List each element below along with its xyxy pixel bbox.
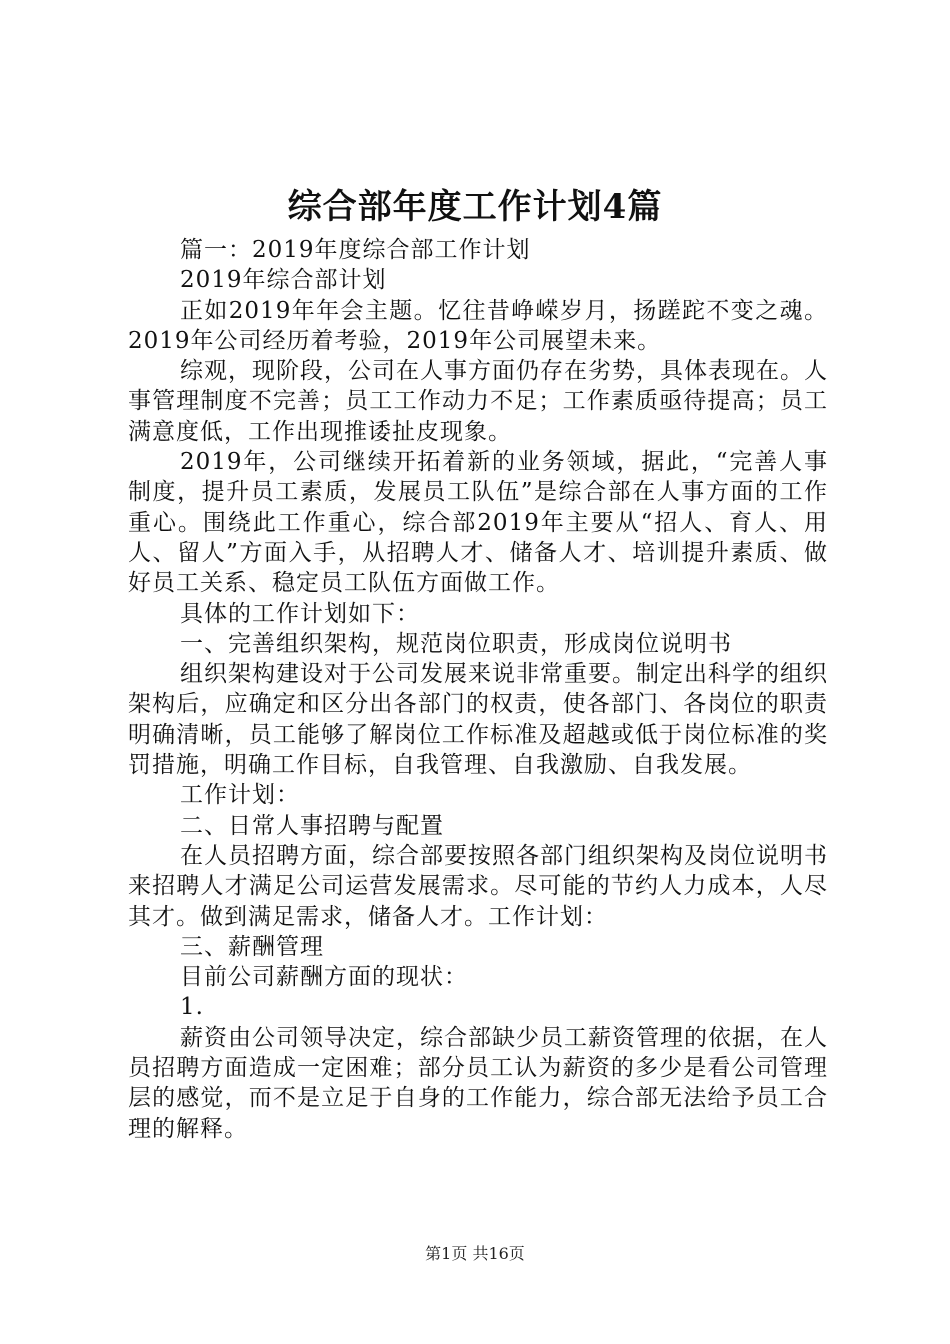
paragraph: 具体的工作计划如下： bbox=[180, 600, 420, 627]
document-title: 综合部年度工作计划4篇 bbox=[287, 187, 663, 227]
paragraph: 工作计划： bbox=[180, 782, 300, 809]
paragraph: 正如2019年年会主题。忆往昔峥嵘岁月，扬蹉跎不变之魂。2019年公司经历着考验，2019年公司展望未来。 bbox=[128, 297, 828, 354]
paragraph: 二、日常人事招聘与配置 bbox=[180, 812, 444, 839]
paragraph: 组织架构建设对于公司发展来说非常重要。制定出科学的组织架构后，应确定和区分出各部门的权责，使各部门、各岗位的职责明确清晰，员工能够了解岗位工作标准及超越或低于岗位标准的奖罚措施，明确工作目标，自我管理、自我激励、自我发展。 bbox=[128, 661, 828, 779]
paragraph: 1. bbox=[180, 994, 204, 1021]
paragraph: 综观，现阶段，公司在人事方面仍存在劣势，具体表现在。人事管理制度不完善；员工工作动力不足；工作素质亟待提高；员工满意度低，工作出现推诿扯皮现象。 bbox=[128, 358, 828, 445]
paragraph: 薪资由公司领导决定，综合部缺少员工薪资管理的依据，在人员招聘方面造成一定困难；部分员工认为薪资的多少是看公司管理层的感觉，而不是立足于自身的工作能力，综合部无法给予员工合理的解释。 bbox=[128, 1024, 828, 1142]
document-body bbox=[128, 235, 828, 1144]
paragraph: 篇一：2019年度综合部工作计划 bbox=[180, 237, 531, 263]
paragraph: 2019年，公司继续开拓着新的业务领域，据此，“完善人事制度，提升员工素质，发展员工队伍”是综合部在人事方面的工作重心。围绕此工作重心，综合部2019年主要从“招人、育人、用人、留人”方面入手，从招聘人才、储备人才、培训提升素质、做好员工关系、稳定员工队伍方面做工作。 bbox=[128, 449, 828, 597]
paragraph: 一、完善组织架构，规范岗位职责，形成岗位说明书 bbox=[180, 630, 732, 657]
paragraph: 目前公司薪酬方面的现状： bbox=[180, 964, 468, 991]
page-number-footer: 第1页 共16页 bbox=[425, 1244, 525, 1263]
paragraph: 2019年综合部计划 bbox=[180, 267, 387, 294]
paragraph: 在人员招聘方面，综合部要按照各部门组织架构及岗位说明书来招聘人才满足公司运营发展需求。尽可能的节约人力成本，人尽其才。做到满足需求，储备人才。工作计划： bbox=[128, 842, 828, 930]
paragraph: 三、薪酬管理 bbox=[180, 933, 324, 960]
